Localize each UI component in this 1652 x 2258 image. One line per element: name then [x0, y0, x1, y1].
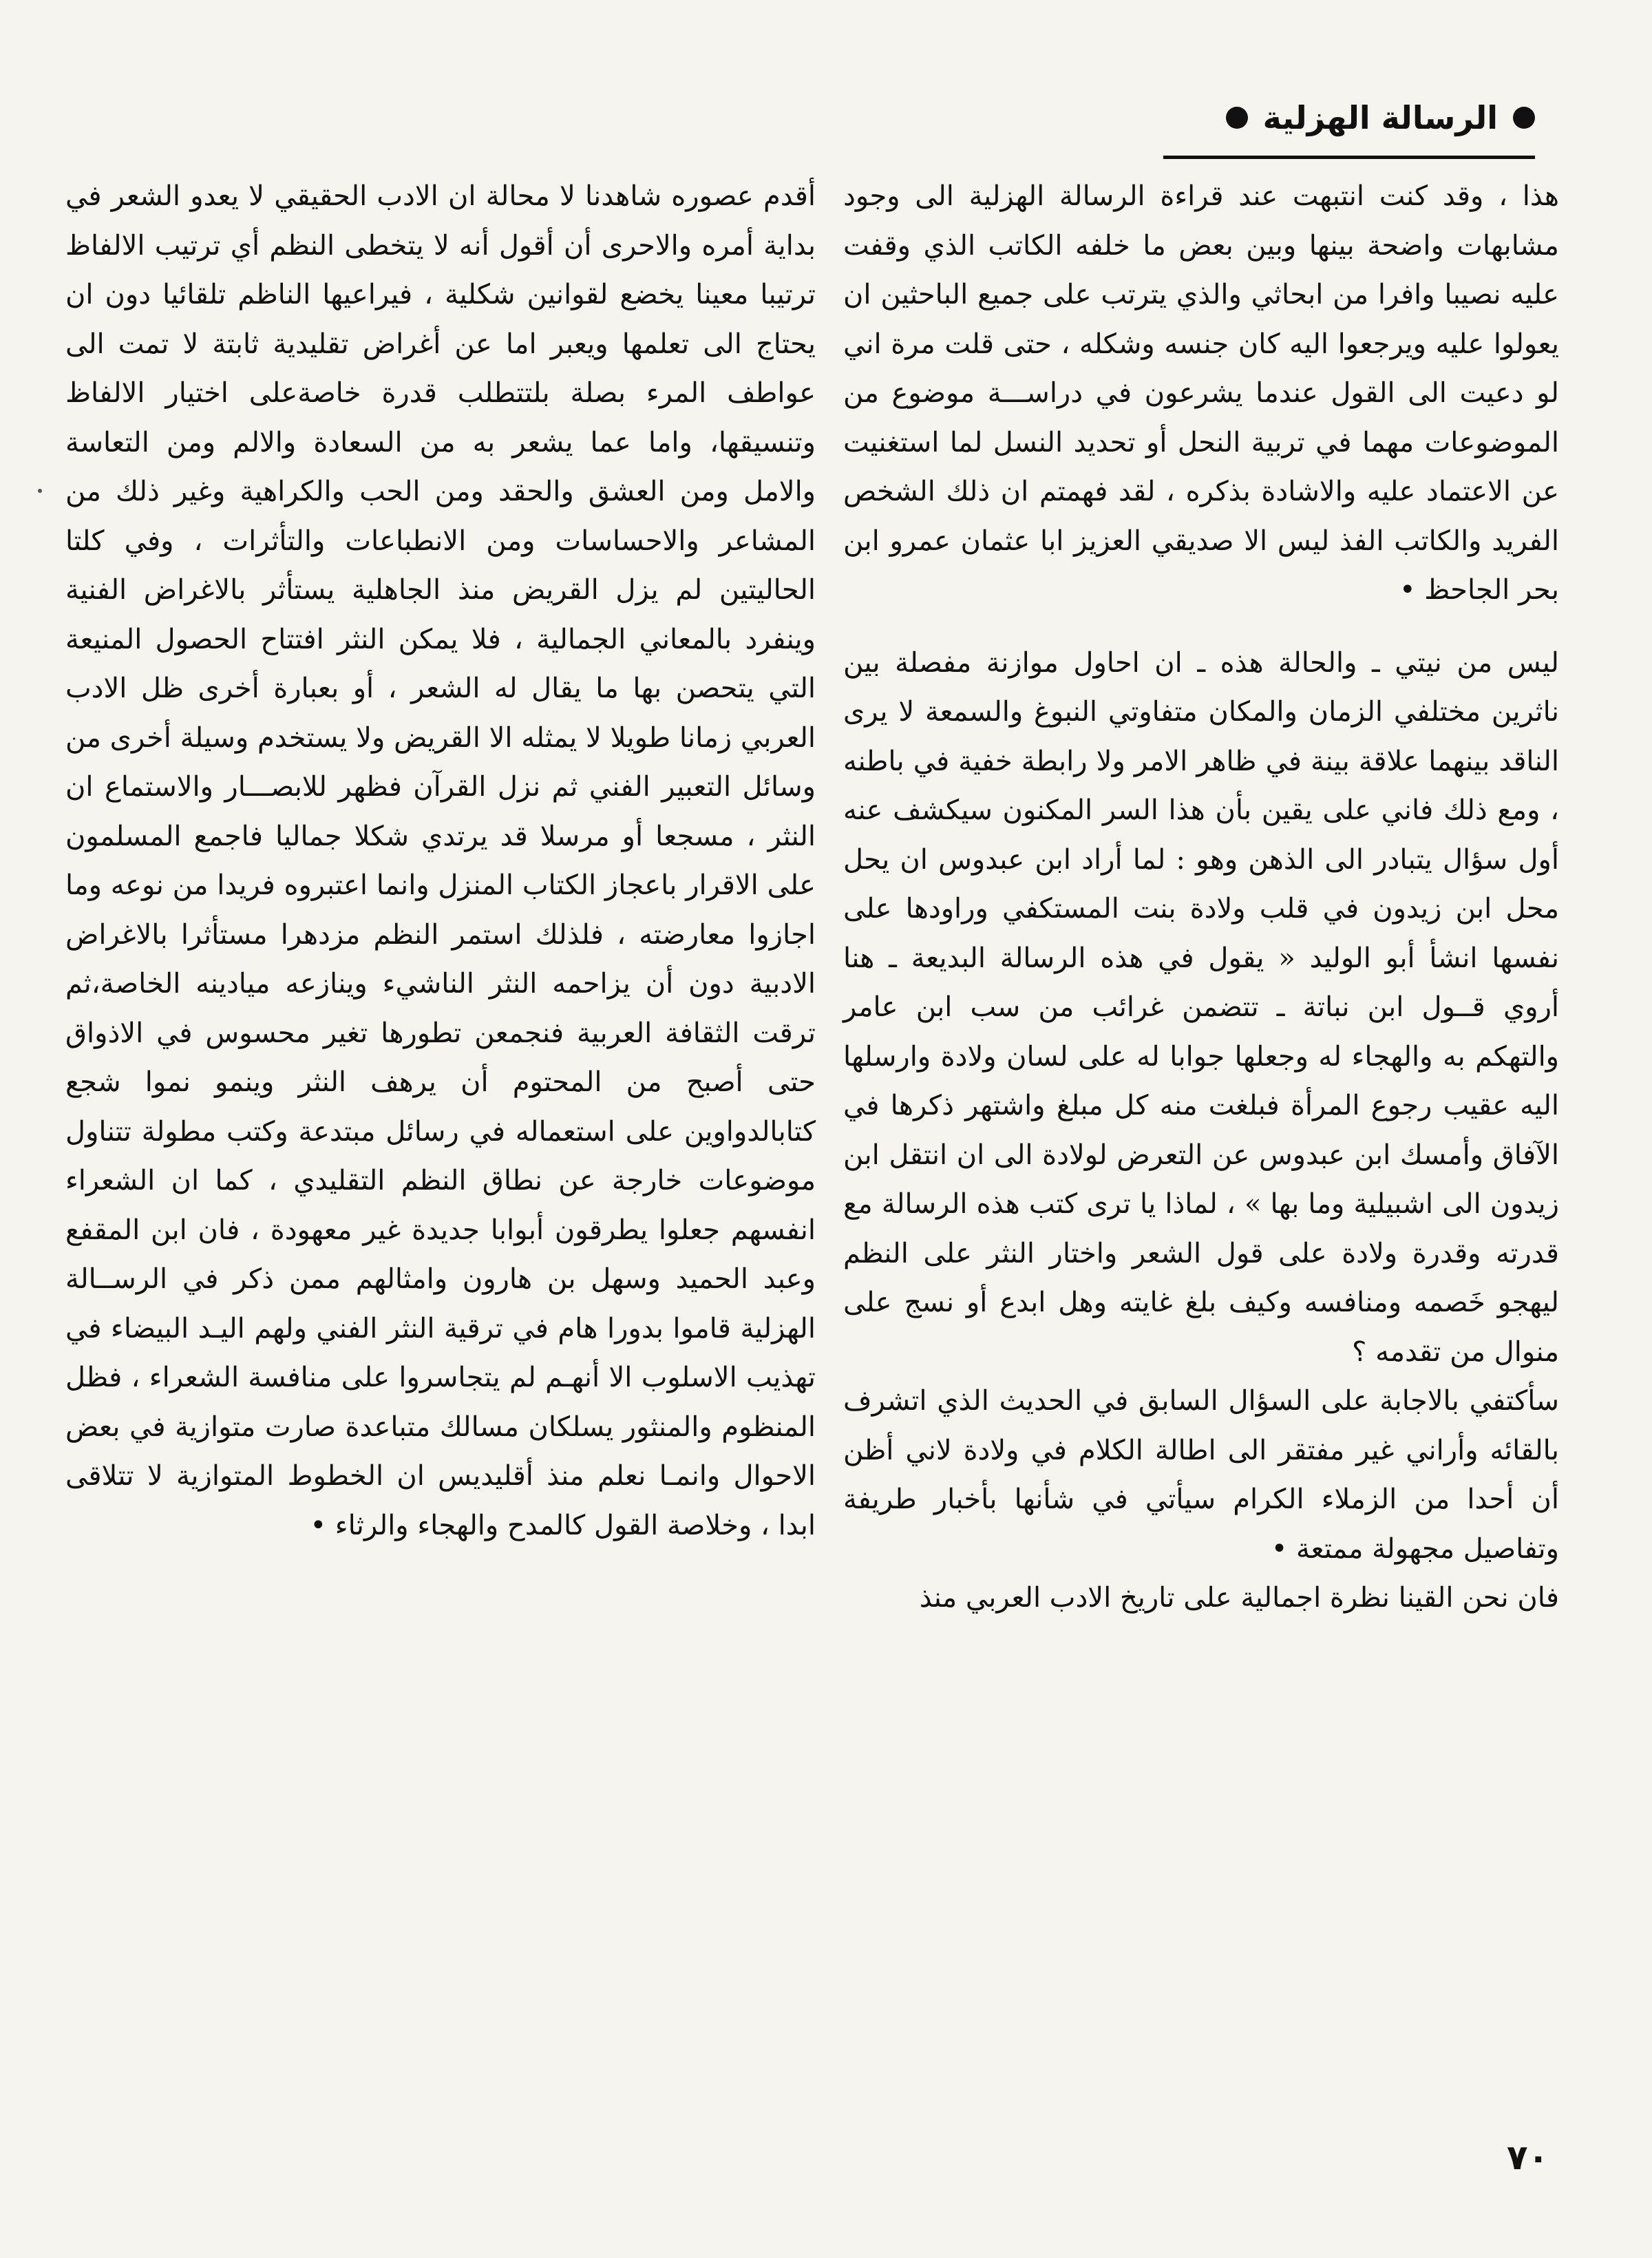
paragraph: هذا ، وقد كنت انتبهت عند قراءة الرسالة الهزلية الى وجود مشابهات واضحة بينها وبين بعض ما خلفه الكاتب الذي وقفت عليه نصيبا وافرا من ابحاثي والذي يترتب على جميع الباحثين ان يعولوا عليه ويرجعوا اليه كان جنسه وشكله ، حتى قلت مرة اني لو دعيت الى القول عندما يشرعون في دراســـة موضوع من الموضوعات مهما في تربية النحل أو تحديد النسل لما استغنيت عن الاعتماد عليه والاشادة بذكره ، لقد فهمتم ان ذلك الشخص الفريد والكاتب الفذ ليس الا صديقي العزيز ابا عثمان عمرو ابن بحر الجاحظ •: [843, 180, 1559, 606]
article-header: [1177, 95, 1535, 157]
header-underline: [1163, 156, 1535, 159]
margin-mark: [38, 489, 42, 493]
paragraph: سأكتفي بالاجابة على السؤال السابق في الحديث الذي اتشرف بالقائه وأراني غير مفتقر الى اطالة الكلام في ولادة لاني أظن أن أحدا من الزملاء الكرام سيأتي في شأنها بأخبار طريفة وتفاصيل مجهولة ممتعة •: [843, 1385, 1559, 1565]
article-title: الرسالة الهزلية: [1262, 99, 1498, 136]
right-column: [843, 172, 1559, 1623]
paragraph: فان نحن القينا نظرة اجمالية على تاريخ الادب العربي منذ: [919, 1582, 1559, 1614]
page-number: ٧٠: [1506, 2138, 1549, 2177]
header-title-group: [1226, 95, 1535, 140]
paragraph: ليس من نيتي ـ والحالة هذه ـ ان احاول موازنة مفصلة بين ناثرين مختلفي الزمان والمكان متفاوتي النبوغ والسمعة لا يرى الناقد بينهما علاقة بينة في ظاهر الامر ولا رابطة خفية في باطنه ، ومع ذلك فاني على يقين بأن هذا السر المكنون سيكشف عنه أول سؤال يتبادر الى الذهن وهو : لما أراد ابن عبدوس ان يحل محل ابن زيدون في قلب ولادة بنت المستكفي وراودها على نفسها انشأ أبو الوليد « يقول في هذه الرسالة البديعة ـ هنا أروي قــول ابن نباتة ـ تتضمن غرائب من سب ابن عامر والتهكم به والهجاء له وجعلها جوابا له على لسان ولادة وارسلها اليه عقيب رجوع المرأة فبلغت منه كل مبلغ واشتهر ذكرها في الآفاق وأمسك ابن عبدوس عن التعرض لولادة الى ان انتقل ابن زيدون الى اشبيلية وما بها » ، لماذا يا ترى كتب هذه الرسالة مع قدرته وقدرة ولادة على قول الشعر واختار النثر على النظم ليهجو خَصمه ومنافسه وكيف بلغ غايته وهل ابدع أو نسج على منوال من تقدمه ؟: [843, 646, 1559, 1368]
bullet-icon: [1226, 107, 1248, 129]
left-column: [65, 172, 816, 1550]
bullet-icon: [1513, 107, 1535, 129]
paragraph: أقدم عصوره شاهدنا لا محالة ان الادب الحقيقي لا يعدو الشعر في بداية أمره والاحرى أن أقول أنه لا يتخطى النظم أي ترتيب الالفاظ ترتيبا معينا يخضع لقوانين شكلية ، فيراعيها الناظم تلقائيا دون ان يحتاج الى تعلمها ويعبر اما عن أغراض تقليدية ثابتة لا تمت الى عواطف المرء بصلة بلتتطلب قدرة خاصةعلى اختيار الالفاظ وتنسيقها، واما عما يشعر به من السعادة والالم ومن التعاسة والامل ومن العشق والحقد ومن الحب والكراهية وغير ذلك من المشاعر والاحساسات ومن الانطباعات والتأثرات ، وفي كلتا الحاليتين لم يزل القريض منذ الجاهلية يستأثر بالاغراض الفنية وينفرد بالمعاني الجمالية ، فلا يمكن النثر افتتاح الحصول المنيعة التي يتحصن بها ما يقال له الشعر ، أو بعبارة أخرى ظل الادب العربي زمانا طويلا لا يمثله الا القريض ولا يستخدم وسيلة أخرى من وسائل التعبير الفني ثم نزل القرآن فظهر للابصـــار والاستماع ان النثر ، مسجعا أو مرسلا قد يرتدي شكلا جماليا فاجمع المسلمون على الاقرار باعجاز الكتاب المنزل وانما اعتبروه فريدا من نوعه وما اجازوا معارضته ، فلذلك استمر النظم مزدهرا مستأثرا بالاغراض الادبية دون أن يزاحمه النثر الناشيء وينازعه ميادينه الخاصة،ثم ترقت الثقافة العربية فنجمعن تطورها تغير محسوس في الاذواق حتى أصبح من المحتوم أن يرهف النثر وينمو نموا شجع كتابالدواوين على استعماله في رسائل مبتدعة وكتب مطولة تتناول موضوعات خارجة عن نطاق النظم التقليدي ، كما ان الشعراء انفسهم جعلوا يطرقون أبوابا جديدة غير معهودة ، فان ابن المقفع وعبد الحميد وسهل بن هارون وامثالهم ممن ذكر في الرســالة الهزلية قاموا بدورا هام في ترقية النثر الفني ولهم اليـد البيضاء في تهذيب الاسلوب الا أنهـم لم يتجاسروا على منافسة الشعراء ، فظل المنظوم والمنثور يسلكان مسالك متباعدة صارت متوازية في بعض الاحوال وانمـا نعلم منذ أقليديس ان الخطوط المتوازية لا تتلاقى ابدا ، وخلاصة القول كالمدح والهجاء والرثاء •: [65, 180, 816, 1541]
